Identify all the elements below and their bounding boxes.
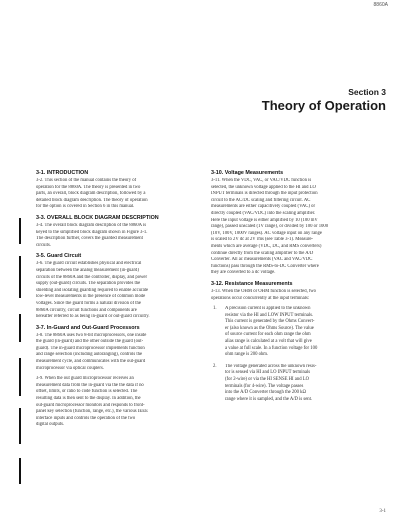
text-line: offset, limits, or ratio to code function is selected. The xyxy=(36,389,138,395)
text-line: resistor via the HI and LOW INPUT terminals. xyxy=(225,312,314,318)
text-line: interface inputs and controls the operation of the two xyxy=(36,415,136,421)
section-title: Theory of Operation xyxy=(261,97,386,113)
text-line: ments which are average (VDC, DC, and RMS converters) xyxy=(211,243,322,249)
section-heading: 3-5. Guard Circuit xyxy=(36,253,82,260)
list-item xyxy=(211,306,375,359)
text-line: er (also known as the Ohms Source). The value xyxy=(225,325,314,331)
text-line: guard). The in-guard microprocessor implements function xyxy=(36,345,145,351)
text-line: operation for the 8860A. The theory is presented in two xyxy=(36,184,141,190)
paragraph xyxy=(211,289,375,302)
text-line: keyed to the simplified block diagram shown in Figure 3-1. xyxy=(36,229,148,235)
text-line: separation between the analog measurement (in-guard) xyxy=(36,267,139,273)
text-line: parts, an overall, block diagram description, followed by a xyxy=(36,191,146,197)
text-line: panel key selection (function, range, etc.), the various IEEE xyxy=(36,409,148,415)
list-number: 2. xyxy=(213,363,217,369)
text-line: (for 2-wire) or via the HI SENSE HI and LO xyxy=(225,377,309,383)
text-line: terminals (for 4-wire). The voltage passes xyxy=(225,383,304,389)
text-line: shielding and isolating guarding required to enable accurate xyxy=(36,287,149,293)
text-line: continue directly from the scaling amplifier to the A/D xyxy=(211,250,314,256)
text-line: is scaled to 2V dc at 2V rms (see Table 3-1). Measure- xyxy=(211,237,313,243)
text-line: range), passed unscaled (1V range), or divided by 100 or 1000 xyxy=(211,224,329,230)
text-line: 3-4. The overall block diagram description of the 8860A is xyxy=(36,222,147,228)
paragraph xyxy=(36,333,206,373)
paragraph xyxy=(211,178,375,277)
text-line: and range selection (including autoranging), controls the xyxy=(36,352,143,358)
text-line: resulting data is then sent to the display. In addition, the xyxy=(36,396,141,402)
text-line: voltages. Since the guard forms a natural division of the xyxy=(36,300,141,306)
text-line: measurement cycle, and communicates with the out-guard xyxy=(36,359,146,365)
list-text xyxy=(225,364,375,404)
page-number: 3-1 xyxy=(379,509,386,514)
text-line: operations occur concurrently at the input terminals: xyxy=(211,295,310,301)
text-line: The description further, covers the guarded measurement xyxy=(36,236,143,242)
left-column xyxy=(36,170,206,433)
text-line: of source current for each ohm range the ohm xyxy=(225,332,311,338)
text-line: the guard (in-guard) and the other outside the guard (out- xyxy=(36,339,144,345)
section-label: Section 3 xyxy=(348,87,386,97)
section-heading: 3-7. In-Guard and Out-Guard Processors xyxy=(36,324,140,331)
text-line: This current is generated by the Ohms Convert- xyxy=(225,319,315,325)
page-id: 8860A xyxy=(373,2,388,8)
paragraph xyxy=(36,261,206,320)
text-line: 3-8. The 8860A uses two 8-bit microprocessors, one inside xyxy=(36,332,147,338)
section-heading: 3-10. Voltage Measurements xyxy=(211,170,284,176)
section-heading: 3-3. OVERALL BLOCK DIAGRAM DESCRIPTION xyxy=(36,214,159,221)
text-line: circuits of the 8860A and the controller, display, and power xyxy=(36,274,148,280)
text-line: ohm range is 200 ohm. xyxy=(225,352,269,358)
text-line: supply (out-guard) circuits. The separation provides the xyxy=(36,281,141,287)
text-line: 3-11. When the VDC, VAC, or VAC/VDC function is xyxy=(211,178,312,183)
text-line: circuits. xyxy=(36,242,51,248)
right-column xyxy=(211,170,375,408)
text-line: INPUT terminals is directed through the input protection xyxy=(211,191,318,197)
text-line: tor is sensed via HI and LO INPUT terminals xyxy=(225,370,311,376)
text-line: functions) pass through the RMS-to-DC Converter where xyxy=(211,263,319,269)
text-line: hereafter referred to as being in-guard or out-guard circuitry. xyxy=(36,314,150,320)
text-line: they are converted to a dc voltage. xyxy=(211,270,276,276)
text-line: Here the input voltage is either amplified by 10 (100 mV xyxy=(211,217,318,223)
text-line: directly coupled (VAC/VDC) into the scaling amplifier. xyxy=(211,210,316,216)
text-line: 3-6. The guard circuit establishes physical and electrical xyxy=(36,261,142,267)
text-line: A precision current is applied to the unknown xyxy=(225,306,311,312)
text-line: low-level measurements in the presence of common mode xyxy=(36,294,146,300)
section-heading: 3-12. Resistance Measurements xyxy=(211,280,293,287)
paragraph xyxy=(36,178,206,211)
section-heading: 3-1. INTRODUCTION xyxy=(36,170,89,176)
text-line: 3-13. When the OHM or OHM function is selected, two xyxy=(211,288,316,294)
section-header xyxy=(262,88,386,113)
paragraph xyxy=(36,376,206,429)
paragraph xyxy=(36,223,206,249)
text-line: 3-2. This section of the manual contains the theory of xyxy=(36,178,137,183)
text-line: Converter. All ac measurements (VAC and VAC/VDC xyxy=(211,257,313,263)
text-line: range where it is sampled, and the A/D is sent. xyxy=(225,396,313,402)
text-line: (10V, 100V, 1000V ranges). AC voltage input on any range xyxy=(211,230,322,236)
text-line: measurement data from the in-guard via the the data if no xyxy=(36,382,144,388)
text-line: detailed block diagram description. The theory of operation xyxy=(36,197,148,203)
text-line: microprocessor via optical couplers. xyxy=(36,365,104,371)
list-item xyxy=(211,364,375,404)
text-line: for the option is covered in Section 6 in this manual. xyxy=(36,204,135,210)
text-line: circuit to the AC/DC scaling and filtering circuit. AC xyxy=(211,197,311,203)
text-line: out-guard microprocessor monitors and responds to front- xyxy=(36,402,145,408)
text-line: selected, the unknown voltage applied to the HI and LO xyxy=(211,184,316,190)
list-text xyxy=(225,306,375,359)
text-line: a value at full scale. In a function voltage for 100 xyxy=(225,345,318,351)
text-line: into the A/D Converter through the 200 kΩ xyxy=(225,390,306,396)
text-line: 3-9. When the out guard microprocessor receives an xyxy=(36,376,134,382)
list-number: 1. xyxy=(213,306,217,312)
text-line: digital outputs. xyxy=(36,422,65,428)
text-line: measurements are either capacitively coupled (VAC) or xyxy=(211,204,316,210)
text-line: 8860A circuitry, circuit functions and components are xyxy=(36,307,137,313)
text-line: alias range is calculated at a volt that will give xyxy=(225,339,312,345)
text-line: The voltage generated across the unknown resis- xyxy=(225,363,317,369)
